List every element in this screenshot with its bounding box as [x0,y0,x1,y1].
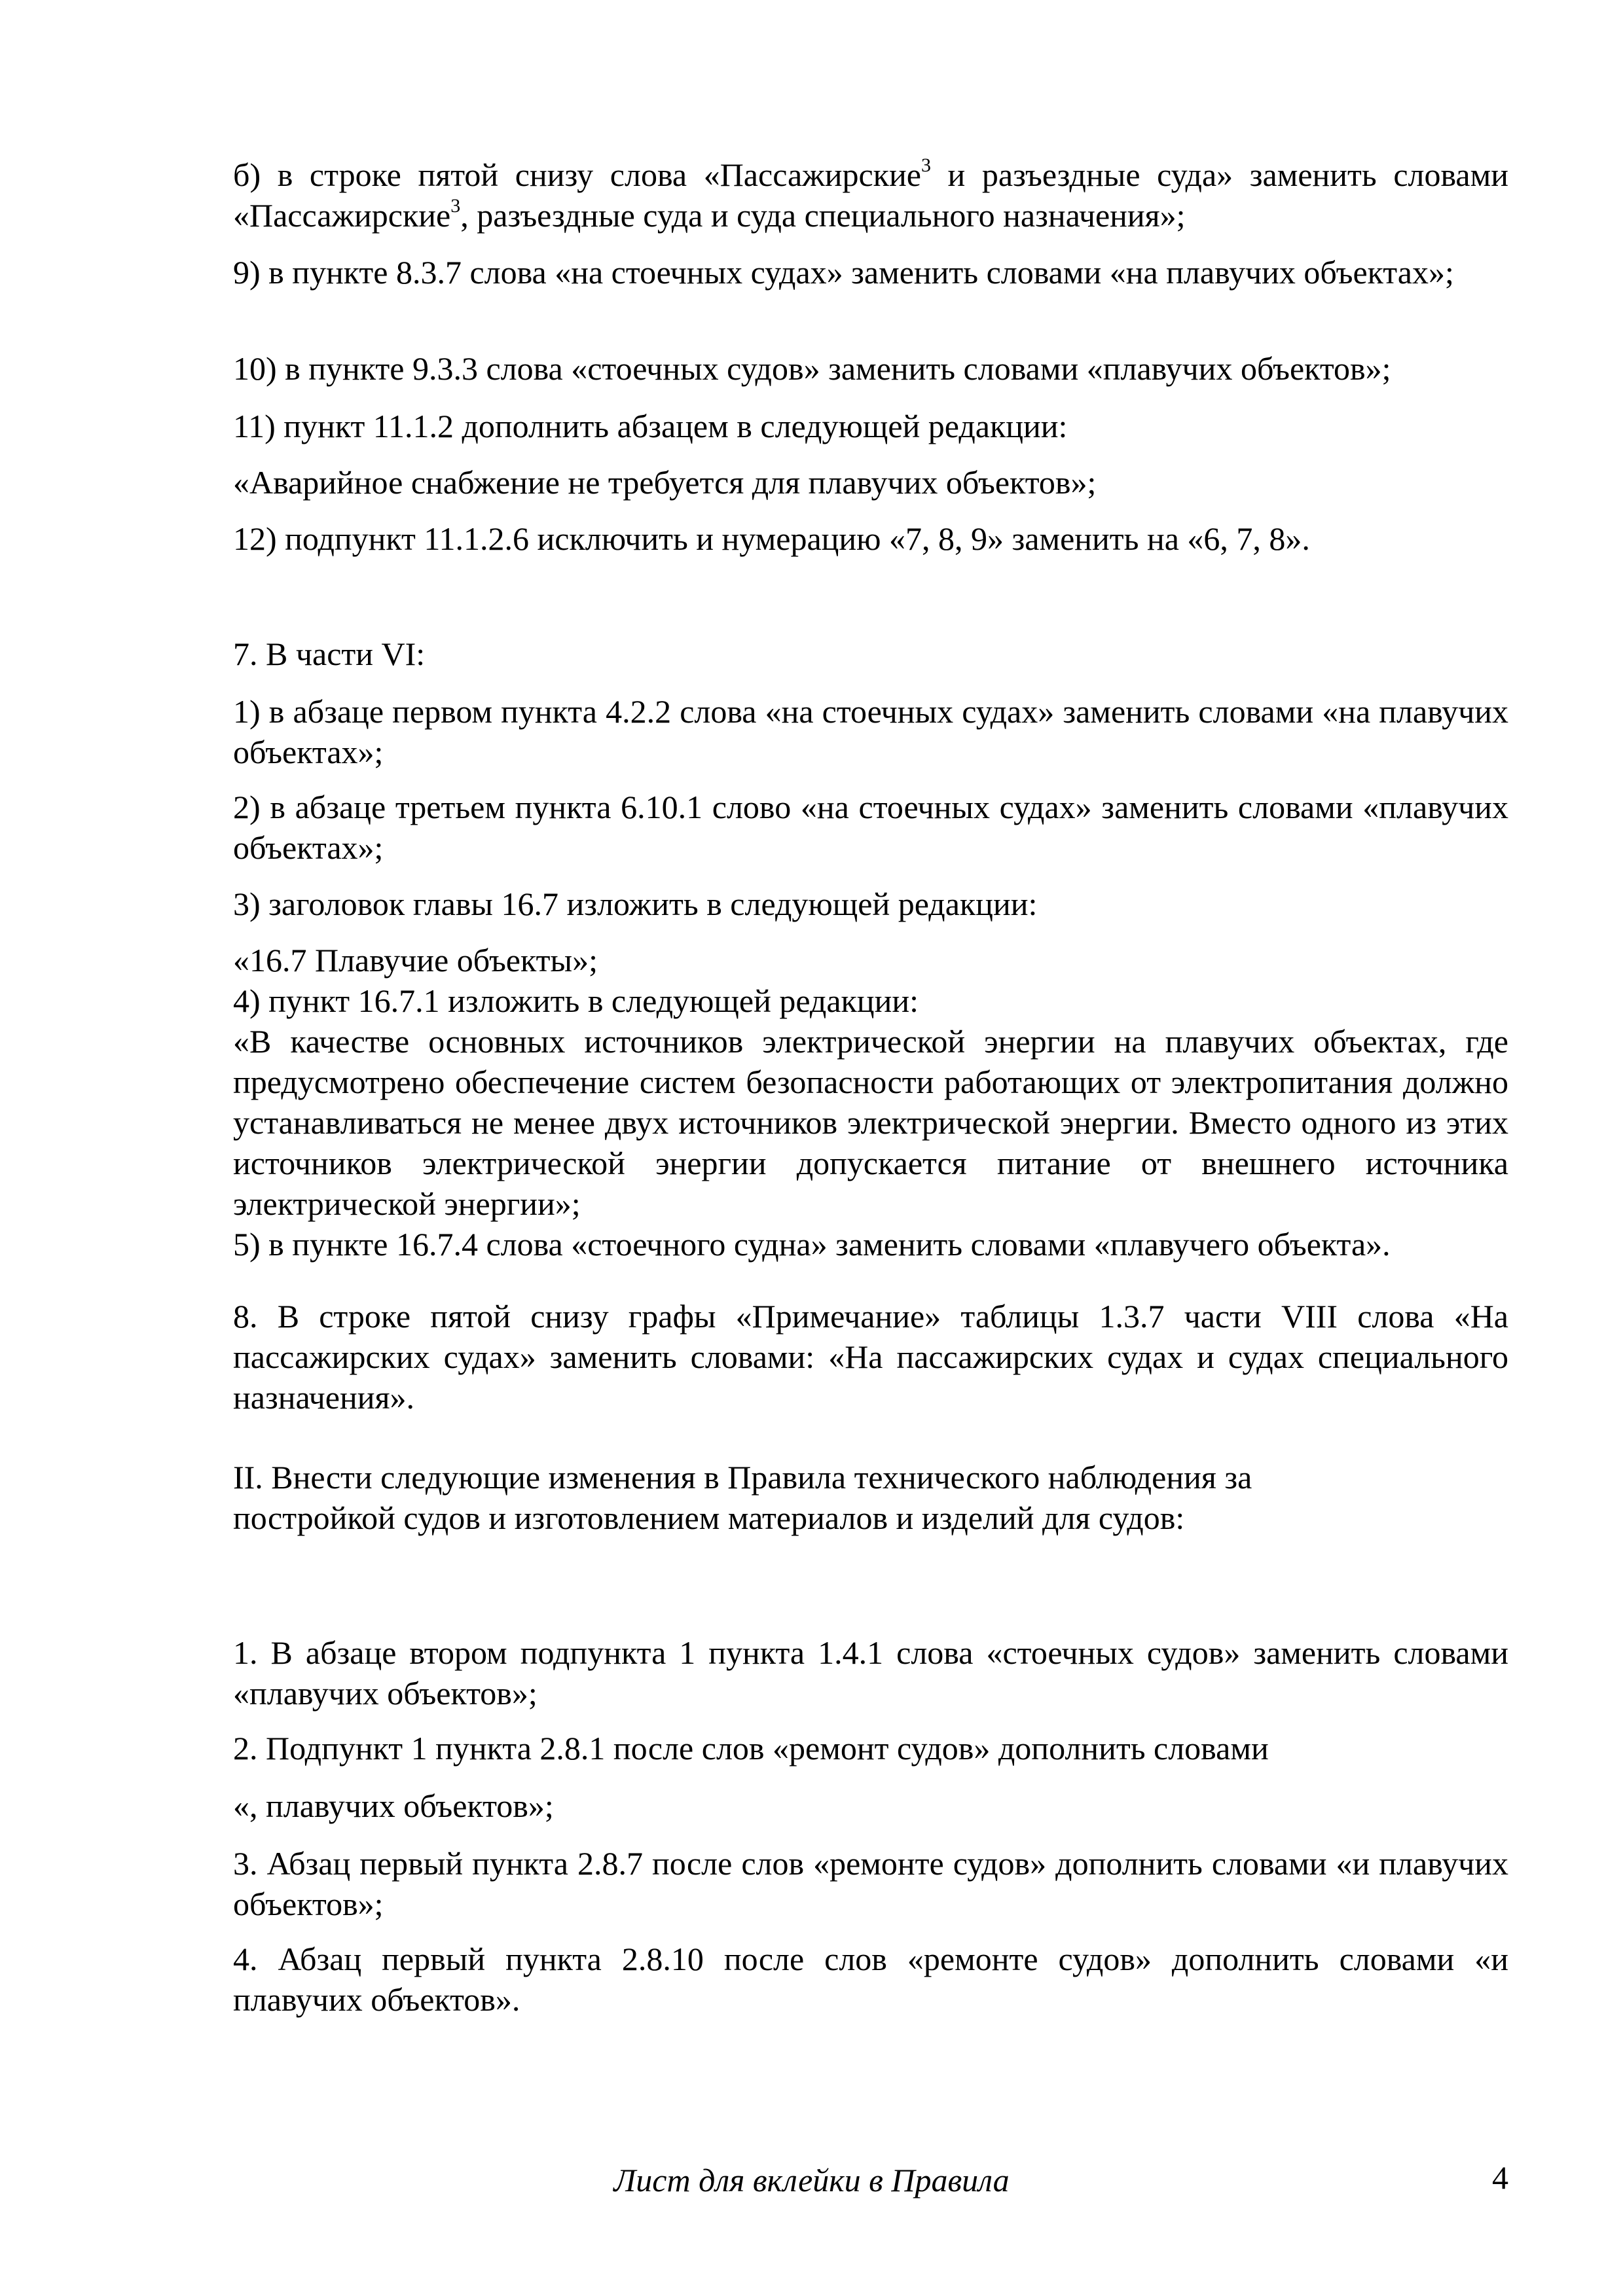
item-12-paragraph: 12) подпункт 11.1.2.6 исключить и нумерацию «7, 8, 9» заменить на «6, 7, 8». [233,520,1310,557]
page-number: 4 [1492,2159,1508,2196]
section-ii-item-3: 3. Абзац первый пункта 2.8.7 после слов «ремонте судов» дополнить словами «и плавучих объектов»; [233,1845,1508,1922]
section-ii-item-2-continuation: «, плавучих объектов»; [233,1787,554,1824]
section-ii-heading-line-2: постройкой судов и изготовлением материалов и изделий для судов: [233,1499,1185,1536]
footer-title: Лист для вклейки в Правила [613,2162,1010,2198]
footnote-ref-1: 3 [921,154,931,176]
part-vi-item-1: 1) в абзаце первом пункта 4.2.2 слова «на стоечных судах» заменить словами «на плавучих объектах»; [233,693,1508,770]
part-vi-item-2: 2) в абзаце третьем пункта 6.10.1 слово «на стоечных судах» заменить словами «плавучих объектах»; [233,789,1508,866]
footnote-ref-2: 3 [450,195,461,217]
section-ii-item-1: 1. В абзаце втором подпункта 1 пункта 1.4.1 слова «стоечных судов» заменить словами «плавучих объектов»; [233,1634,1508,1712]
item-11-paragraph: 11) пункт 11.1.2 дополнить абзацем в следующей редакции: [233,408,1068,444]
part-vi-item-4: 4) пункт 16.7.1 изложить в следующей редакции: [233,982,919,1019]
section-ii-item-2: 2. Подпункт 1 пункта 2.8.1 после слов «ремонт судов» дополнить словами [233,1730,1269,1767]
part-viii-item-8: 8. В строке пятой снизу графы «Примечание» таблицы 1.3.7 части VIII слова «На пассажирских судах» заменить словами: «На пассажирских судах и судах специального назначения». [233,1298,1508,1416]
part-vi-heading: 7. В части VI: [233,636,426,672]
item-10-paragraph: 10) в пункте 9.3.3 слова «стоечных судов» заменить словами «плавучих объектов»; [233,350,1391,387]
section-ii-heading-line-1: II. Внести следующие изменения в Правила технического наблюдения за [233,1459,1252,1496]
part-vi-item-3: 3) заголовок главы 16.7 изложить в следующей редакции: [233,886,1038,922]
item-b-text-2: и разъездные суда» заменить словами «Пассажирские [233,156,1509,234]
part-vi-item-5: 5) в пункте 16.7.4 слова «стоечного судна» заменить словами «плавучего объекта». [233,1226,1391,1263]
item-b-text-1: б) в строке пятой снизу слова «Пассажирские [233,156,921,193]
item-b-paragraph [233,154,1508,236]
part-vi-item-4-quote: «В качестве основных источников электрической энергии на плавучих объектах, где предусмотрено обеспечение систем безопасности работающих от электропитания должно устанавливаться не менее двух источников электрической энергии. Вместо одного из этих источников электрической энергии допускается питание от внешнего источника электрической энергии»; [233,1023,1508,1222]
item-11-quote: «Аварийное снабжение не требуется для плавучих объектов»; [233,464,1097,501]
item-b-text-3: , разъездные суда и суда специального назначения»; [460,197,1186,234]
part-vi-item-3-quote: «16.7 Плавучие объекты»; [233,942,598,978]
section-ii-item-4: 4. Абзац первый пункта 2.8.10 после слов «ремонте судов» дополнить словами «и плавучих объектов». [233,1941,1508,2018]
item-9-paragraph: 9) в пункте 8.3.7 слова «на стоечных судах» заменить словами «на плавучих объектах»; [233,254,1454,291]
